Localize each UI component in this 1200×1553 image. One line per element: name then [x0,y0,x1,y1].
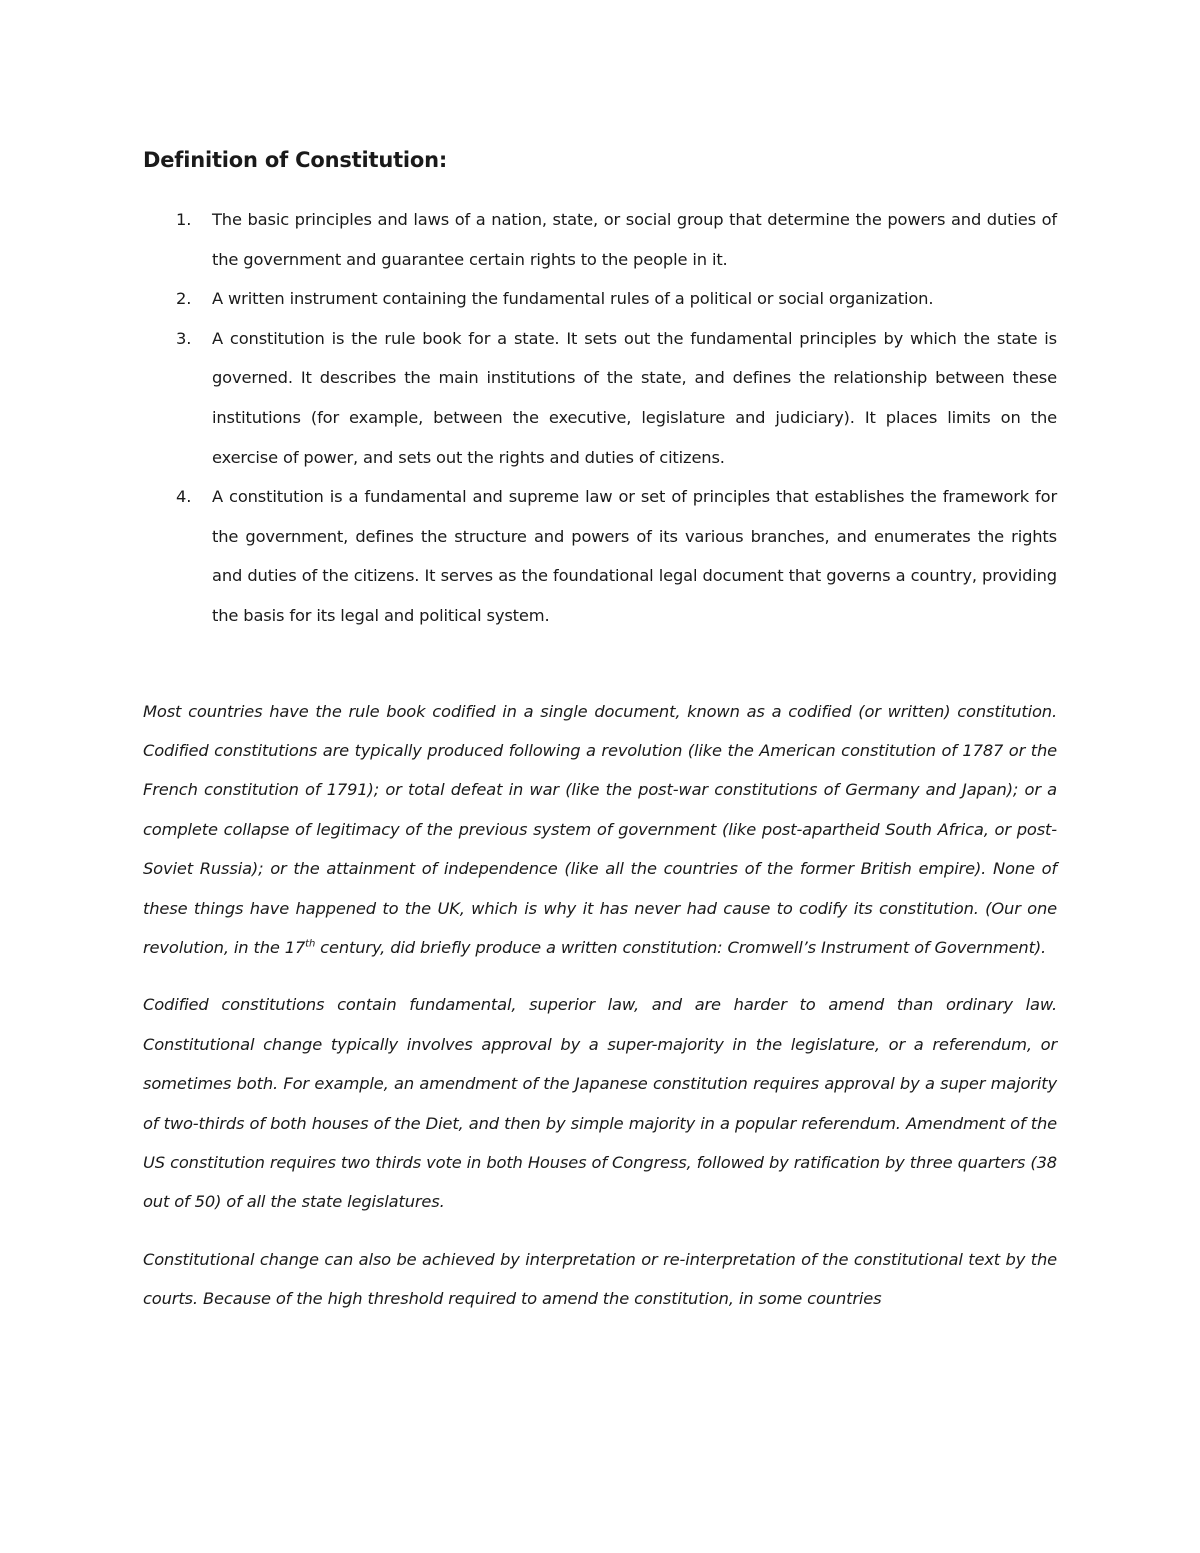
definition-text: A written instrument containing the fundamental rules of a political or social organization. [212,289,934,309]
definition-text: The basic principles and laws of a nation, state, or social group that determine the powers and duties of the government and guarantee certain rights to the people in it. [212,210,1057,269]
page-title: Definition of Constitution: [143,148,448,172]
definition-item [143,200,1057,279]
paragraph-codified-constitutions [143,692,1057,968]
definition-item [143,279,1057,319]
definition-number: 4. [176,487,192,507]
paragraph-text: century, did briefly produce a written constitution: Cromwell’s Instrument of Government). [315,937,1047,957]
document-page [143,140,1057,1319]
paragraph-interpretation: Constitutional change can also be achieved by interpretation or re-interpretation of the constitutional text by the courts. Because of the high threshold required to amend the constitution, in some countries [143,1249,1057,1309]
definition-item [143,319,1057,477]
definitions-list [143,200,1057,636]
definition-number: 3. [176,328,192,348]
paragraph-constitutional-amendment: Codified constitutions contain fundamental, superior law, and are harder to amend than ordinary law. Constitutional change typically involves approval by a super-majority in the legislature, or a referendum, or sometimes both. For example, an amendment of the Japanese constitution requires approval by a super majority of two-thirds of both houses of the Diet, and then by simple majority in a popular referendum. Amendment of the US constitution requires two thirds vote in both Houses of Congress, followed by ratification by three quarters (38 out of 50) of all the state legislatures. [143,995,1057,1212]
definition-number: 1. [176,210,192,229]
definition-text: A constitution is the rule book for a state. It sets out the fundamental principles by which the state is governed. It describes the main institutions of the state, and defines the relationship between these institutions (for example, between the executive, legislature and judiciary). It places limits on the exercise of power, and sets out the rights and duties of citizens. [212,328,1057,467]
definition-item [143,477,1057,635]
paragraph-text: Most countries have the rule book codified in a single document, known as a codified (or written) constitution. Codified constitutions are typically produced following a revolution (like the American constitution of 1787 or the French constitution of 1791); or total defeat in war (like the post-war constitutions of Germany and Japan); or a complete collapse of legitimacy of the previous system of government (like post-apartheid South Africa, or post-Soviet Russia); or the attainment of independence (like all the countries of the former British empire). None of these things have happened to the UK, which is why it has never had cause to codify its constitution. (Our one revolution, in the 17 [143,701,1057,957]
superscript: th [305,938,316,950]
definition-number: 2. [176,289,192,309]
definition-text: A constitution is a fundamental and supreme law or set of principles that establishes the framework for the government, defines the structure and powers of its various branches, and enumerates the rights and duties of the citizens. It serves as the foundational legal document that governs a country, providing the basis for its legal and political system. [212,487,1057,625]
